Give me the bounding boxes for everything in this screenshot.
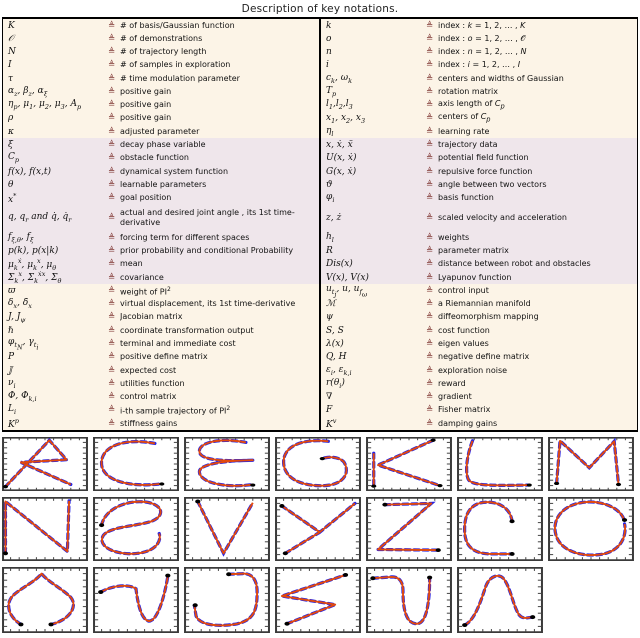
defined-as-icon: ≜ <box>107 232 116 243</box>
notation-row <box>3 417 319 430</box>
notation-row <box>321 152 637 165</box>
notation-description: eigen values <box>438 338 489 348</box>
notation-description: positive gain <box>120 113 172 123</box>
letter-plot-l <box>457 437 543 491</box>
notation-row <box>321 324 637 337</box>
notation-row <box>321 178 637 191</box>
defined-as-icon: ≜ <box>425 285 434 296</box>
defined-as-icon: ≜ <box>425 153 434 164</box>
notation-description: control matrix <box>120 392 177 402</box>
letter-plot-n <box>2 497 88 561</box>
letter-plot-zigzag <box>275 567 361 633</box>
notation-symbol: P <box>8 352 15 363</box>
notation-row <box>321 165 637 178</box>
notation-symbol: z, ż <box>326 212 342 223</box>
defined-as-icon: ≜ <box>425 20 434 31</box>
letter-plot-row <box>2 567 638 633</box>
defined-as-icon: ≜ <box>107 126 116 137</box>
notation-row <box>3 311 319 324</box>
notation-description: Lyapunov function <box>438 272 512 282</box>
defined-as-icon: ≜ <box>425 259 434 270</box>
notation-description: learning rate <box>438 126 490 136</box>
defined-as-icon: ≜ <box>107 47 116 58</box>
notation-row <box>321 417 637 430</box>
letter-plot-e <box>184 437 270 491</box>
notation-description: index : o = 1, 2, … , 𝒪 <box>438 33 526 43</box>
notation-description: weights <box>438 232 470 242</box>
notation-row <box>321 337 637 350</box>
notation-row <box>321 138 637 151</box>
notation-table-left-half <box>2 19 320 430</box>
notation-symbol: θ <box>8 179 14 190</box>
notation-symbol: $x_1$, $x_2$, $x_3$ <box>326 112 366 125</box>
defined-as-icon: ≜ <box>425 246 434 257</box>
notation-symbol: ϖ <box>8 285 16 296</box>
notation-description: control input <box>438 285 489 295</box>
notation-symbol: $\varphi_{t_N}$, $\gamma_{t_i}$ <box>8 337 39 351</box>
notation-symbol: $f_{\xi,\theta}$, $f_\xi$ <box>8 231 34 244</box>
notation-symbol: f(x), f(x,t) <box>8 166 52 177</box>
defined-as-icon: ≜ <box>425 100 434 111</box>
notation-description: covariance <box>120 272 164 282</box>
defined-as-icon: ≜ <box>107 33 116 44</box>
letter-plot-arch <box>457 567 543 633</box>
notation-description: index : i = 1, 2, … , I <box>438 60 521 70</box>
notation-description: terminal and immediate cost <box>120 338 236 348</box>
notation-description: decay phase variable <box>120 140 206 150</box>
notation-symbol: V(x), Ṽ(x) <box>326 272 369 283</box>
defined-as-icon: ≜ <box>107 285 116 296</box>
notation-row <box>3 231 319 244</box>
notation-description: forcing term for different spaces <box>120 232 250 242</box>
notation-description: reward <box>438 378 466 388</box>
notation-description: scaled velocity and acceleration <box>438 212 567 222</box>
defined-as-icon: ≜ <box>107 113 116 124</box>
notation-description: exploration noise <box>438 365 508 375</box>
defined-as-icon: ≜ <box>425 60 434 71</box>
defined-as-icon: ≜ <box>425 352 434 363</box>
notation-symbol: U(x, ẋ) <box>326 153 357 164</box>
notation-symbol: ℳ <box>326 299 336 310</box>
defined-as-icon: ≜ <box>107 352 116 363</box>
notation-description: expected cost <box>120 365 177 375</box>
notation-row <box>321 205 637 232</box>
notation-symbol: $\eta_p$, $\mu_1$, $\mu_2$, $\mu_3$, $A_p$ <box>8 99 82 112</box>
notation-row <box>3 165 319 178</box>
notation-symbol: τ <box>8 73 13 84</box>
notation-description: coordinate transformation output <box>120 325 254 335</box>
notation-row <box>321 112 637 125</box>
letter-plot-v <box>184 497 270 561</box>
letter-plot-a <box>2 437 88 491</box>
notation-description: mean <box>120 259 143 269</box>
notation-row <box>321 298 637 311</box>
notation-description: index : k = 1, 2, … , K <box>438 20 526 30</box>
notation-row <box>3 191 319 204</box>
notation-symbol: ℏ <box>8 325 14 336</box>
notation-row <box>3 298 319 311</box>
notation-row <box>321 99 637 112</box>
defined-as-icon: ≜ <box>425 126 434 137</box>
notation-row <box>3 390 319 403</box>
defined-as-icon: ≜ <box>425 338 434 349</box>
notation-row <box>3 178 319 191</box>
notation-description: weight of $PI^2$ <box>120 285 171 297</box>
defined-as-icon: ≜ <box>107 179 116 190</box>
notation-row <box>3 46 319 59</box>
letter-plot-m <box>548 437 634 491</box>
notation-table-right-half <box>320 19 638 430</box>
notation-symbol: ρ <box>8 113 14 124</box>
defined-as-icon: ≜ <box>107 405 116 416</box>
defined-as-icon: ≜ <box>107 259 116 270</box>
defined-as-icon: ≜ <box>107 140 116 151</box>
defined-as-icon: ≜ <box>107 325 116 336</box>
notation-symbol: q, $q_r$ and q̇, $q̇_r$ <box>8 212 72 224</box>
notation-row <box>3 19 319 32</box>
notation-symbol: $\delta_x$, $\deltȧ_x$ <box>8 298 32 311</box>
notation-symbol: 𝒪 <box>8 33 14 44</box>
notation-symbol: K <box>8 20 15 31</box>
notation-description: cost function <box>438 325 490 335</box>
notation-description: potential field function <box>438 153 529 163</box>
notation-description: virtual displacement, its 1st time-derivative <box>120 299 296 309</box>
notation-symbol: n <box>326 47 332 58</box>
letter-plot-row <box>2 497 638 561</box>
notation-symbol: λ(x) <box>326 338 344 349</box>
notation-symbol: Φ, $\Phi_{k,i}$ <box>8 391 37 403</box>
notation-symbol: x* <box>8 191 17 205</box>
notation-description: adjusted parameter <box>120 126 200 136</box>
notation-row <box>3 404 319 417</box>
notation-symbol: G(x, ẋ) <box>326 166 357 177</box>
defined-as-icon: ≜ <box>107 418 116 429</box>
notation-description: utilities function <box>120 378 185 388</box>
letter-plot-s <box>93 497 179 561</box>
letter-plot-leaf <box>2 567 88 633</box>
notation-row <box>321 311 637 324</box>
defined-as-icon: ≜ <box>107 166 116 177</box>
notation-description: dynamical system function <box>120 166 229 176</box>
letter-plot-j <box>457 497 543 561</box>
defined-as-icon: ≜ <box>425 365 434 376</box>
notation-row <box>321 19 637 32</box>
notation-row <box>321 377 637 390</box>
notation-symbol: S, S̃ <box>326 325 344 336</box>
notation-row <box>3 125 319 138</box>
letter-plot-k <box>366 437 452 491</box>
notation-symbol: J, $J_\psi$ <box>8 311 26 324</box>
notation-row <box>321 271 637 284</box>
notation-symbol: $L_i$ <box>8 404 17 417</box>
notation-symbol: $\mu_k^ẋ$, $\mu_k^x$, $\mu_\theta$ <box>8 257 57 272</box>
notation-symbol: Q, H <box>326 352 347 363</box>
letter-plot-z <box>366 497 452 561</box>
notation-symbol: ξ <box>8 140 13 151</box>
notation-description: Fisher matrix <box>438 405 491 415</box>
notation-description: # of samples in exploration <box>120 60 231 70</box>
notation-description: basis function <box>438 193 494 203</box>
defined-as-icon: ≜ <box>425 47 434 58</box>
defined-as-icon: ≜ <box>425 86 434 97</box>
defined-as-icon: ≜ <box>107 73 116 84</box>
notation-symbol: $c_k$, $\omega_k$ <box>326 72 353 85</box>
notation-description: learnable parameters <box>120 179 207 189</box>
notation-symbol: $u_{t_j}$, u, $u_{f_\omega}$ <box>326 284 368 298</box>
defined-as-icon: ≜ <box>425 299 434 310</box>
defined-as-icon: ≜ <box>425 193 434 204</box>
notation-row <box>321 258 637 271</box>
notation-description: diffeomorphism mapping <box>438 312 539 322</box>
defined-as-icon: ≜ <box>425 405 434 416</box>
notation-symbol: i <box>326 60 329 71</box>
notation-description: positive gain <box>120 100 172 110</box>
notation-description: # of basis/Gaussian function <box>120 20 235 30</box>
notation-row <box>321 351 637 364</box>
defined-as-icon: ≜ <box>107 246 116 257</box>
letter-trajectory-figure <box>2 437 638 633</box>
notation-description: positive gain <box>120 86 172 96</box>
notation-symbol: ψ <box>326 312 334 323</box>
notation-symbol: 𝕁 <box>8 365 13 376</box>
notation-symbol: $K^p$ <box>8 417 19 431</box>
notation-table <box>2 17 638 432</box>
notation-row <box>3 271 319 284</box>
defined-as-icon: ≜ <box>107 338 116 349</box>
notation-symbol: I <box>8 60 12 71</box>
defined-as-icon: ≜ <box>107 299 116 310</box>
defined-as-icon: ≜ <box>425 392 434 403</box>
notation-description: damping gains <box>438 418 498 428</box>
notation-row <box>321 46 637 59</box>
notation-symbol: F <box>326 405 333 416</box>
defined-as-icon: ≜ <box>107 312 116 323</box>
defined-as-icon: ≜ <box>425 113 434 124</box>
letter-plot-c <box>93 437 179 491</box>
notation-description: trajectory data <box>438 140 498 150</box>
defined-as-icon: ≜ <box>107 86 116 97</box>
notation-row <box>3 72 319 85</box>
notation-description: # time modulation parameter <box>120 73 240 83</box>
defined-as-icon: ≜ <box>107 20 116 31</box>
notation-row <box>3 99 319 112</box>
notation-row <box>3 364 319 377</box>
notation-row <box>321 191 637 204</box>
notation-description: index : n = 1, 2, … , N <box>438 47 527 57</box>
notation-symbol: $r(\theta_i)$ <box>326 377 345 390</box>
notation-symbol: $l_1,l_2,l_3$ <box>326 99 353 112</box>
notation-description: stiffness gains <box>120 418 178 428</box>
notation-row <box>321 390 637 403</box>
defined-as-icon: ≜ <box>107 365 116 376</box>
notation-row <box>3 85 319 98</box>
defined-as-icon: ≜ <box>107 272 116 283</box>
notation-description: axis length of $C_p$ <box>438 98 505 111</box>
notation-description: i-th sample trajectory of $PI^2$ <box>120 404 231 416</box>
letter-plot-row <box>2 437 638 491</box>
notation-description: negative define matrix <box>438 352 530 362</box>
notation-description: rotation matrix <box>438 86 498 96</box>
notation-row <box>321 404 637 417</box>
defined-as-icon: ≜ <box>107 378 116 389</box>
defined-as-icon: ≜ <box>107 100 116 111</box>
notation-symbol: $C_p$ <box>8 152 20 165</box>
defined-as-icon: ≜ <box>425 312 434 323</box>
notation-description: actual and desired joint angle , its 1st time-derivative <box>120 207 295 227</box>
notation-description: prior probability and conditional Probability <box>120 246 294 256</box>
notation-symbol: p(k), p(x|k) <box>8 246 59 257</box>
notation-row <box>3 138 319 151</box>
notation-description: angle between two vectors <box>438 179 547 189</box>
defined-as-icon: ≜ <box>425 33 434 44</box>
notation-row <box>321 85 637 98</box>
notation-row <box>3 152 319 165</box>
defined-as-icon: ≜ <box>425 272 434 283</box>
letter-plot-g <box>275 437 361 491</box>
notation-symbol: κ <box>8 126 14 137</box>
notation-symbol: $h_l$ <box>326 231 334 244</box>
defined-as-icon: ≜ <box>425 179 434 190</box>
notation-row <box>3 112 319 125</box>
notation-row <box>3 258 319 271</box>
notation-row <box>3 351 319 364</box>
notation-symbol: $\varepsilon_i$, $\varepsilon_{k,i}$ <box>326 364 352 377</box>
notation-description: # of trajectory length <box>120 47 207 57</box>
defined-as-icon: ≜ <box>425 232 434 243</box>
notation-description: a Riemannian manifold <box>438 299 531 309</box>
defined-as-icon: ≜ <box>425 166 434 177</box>
defined-as-icon: ≜ <box>425 418 434 429</box>
notation-symbol: $\alpha_z$, $\beta_z$, $\alpha_\xi$ <box>8 86 48 98</box>
notation-description: parameter matrix <box>438 246 509 256</box>
defined-as-icon: ≜ <box>425 140 434 151</box>
notation-row <box>321 125 637 138</box>
letter-plot-y <box>275 497 361 561</box>
notation-row <box>3 32 319 45</box>
notation-description: gradient <box>438 392 472 402</box>
defined-as-icon: ≜ <box>425 212 434 223</box>
defined-as-icon: ≜ <box>107 60 116 71</box>
notation-symbol: $\nu_i$ <box>8 377 16 390</box>
defined-as-icon: ≜ <box>425 325 434 336</box>
notation-symbol: $\Sigma_k^x$, $\Sigma_k^{ẋx}$, $\Sigma_\theta$ <box>8 271 62 285</box>
notation-row <box>321 245 637 258</box>
notation-symbol: $\varphi_i$ <box>326 192 335 204</box>
notation-symbol: x, ẋ, ẍ <box>326 140 353 151</box>
notation-symbol: Dis(x) <box>326 259 353 270</box>
notation-description: repulsive force function <box>438 166 533 176</box>
defined-as-icon: ≜ <box>107 193 116 204</box>
notation-description: obstacle function <box>120 153 189 163</box>
letter-plot-curve <box>93 567 179 633</box>
notation-row <box>3 337 319 350</box>
letter-plot-ushape <box>366 567 452 633</box>
notation-symbol: $T_p$ <box>326 86 337 98</box>
notation-description: goal position <box>120 193 172 203</box>
notation-symbol: $K^v$ <box>326 417 337 431</box>
defined-as-icon: ≜ <box>107 392 116 403</box>
notation-symbol: R <box>326 246 333 257</box>
notation-symbol: o <box>326 33 332 44</box>
notation-row <box>321 32 637 45</box>
notation-description: centers of $C_p$ <box>438 112 491 124</box>
figure-caption: Description of key notations. <box>241 3 399 15</box>
notation-row <box>3 245 319 258</box>
notation-row <box>3 324 319 337</box>
defined-as-icon: ≜ <box>425 378 434 389</box>
letter-plot-o <box>548 497 634 561</box>
notation-row <box>3 59 319 72</box>
defined-as-icon: ≜ <box>107 153 116 164</box>
letter-plot-jshape <box>184 567 270 633</box>
notation-row <box>321 59 637 72</box>
notation-row <box>3 284 319 297</box>
defined-as-icon: ≜ <box>107 212 116 223</box>
notation-symbol: k <box>326 20 332 31</box>
notation-row <box>321 72 637 85</box>
notation-description: Jacobian matrix <box>120 312 183 322</box>
notation-row <box>321 364 637 377</box>
notation-description: centers and widths of Gaussian <box>438 73 564 83</box>
notation-symbol: N <box>8 47 16 58</box>
notation-description: positive define matrix <box>120 352 208 362</box>
notation-symbol: $\eta_l$ <box>326 125 334 138</box>
notation-row <box>3 205 319 232</box>
defined-as-icon: ≜ <box>425 73 434 84</box>
notation-description: distance between robot and obstacles <box>438 259 591 269</box>
notation-row <box>321 231 637 244</box>
notation-symbol: ϑ <box>326 179 333 190</box>
notation-symbol: ∇ <box>326 392 333 403</box>
notation-row <box>3 377 319 390</box>
notation-row <box>321 284 637 297</box>
notation-description: # of demonstrations <box>120 33 203 43</box>
